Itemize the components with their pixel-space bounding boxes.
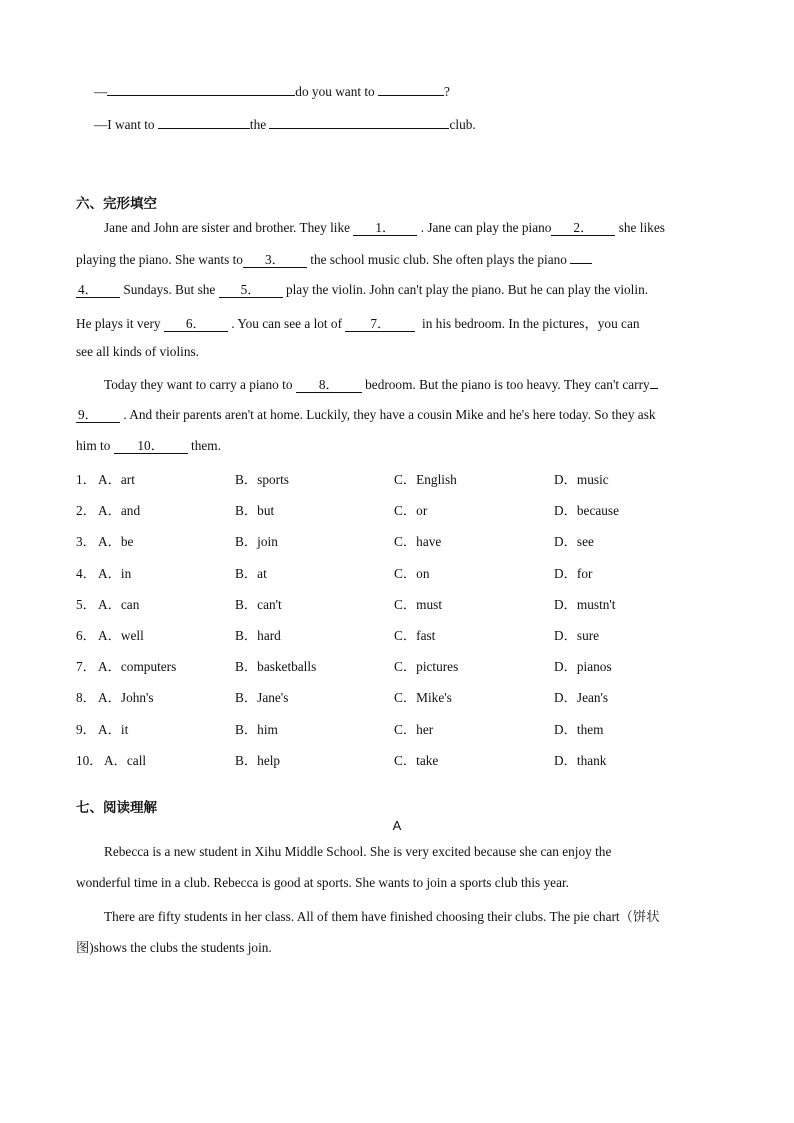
answer-blank[interactable] [158,116,250,129]
passage-line: 图)shows the clubs the students join. [76,940,272,955]
question-number: 2． [76,503,96,519]
text: bedroom. But the piano is too heavy. They can't carry [365,377,650,392]
passage-line: There are fifty students in her class. All of them have finished choosing their clubs. The pie chart（饼状 [104,909,660,924]
question-number: 3． [76,534,96,550]
option-c[interactable]: C．take [394,752,439,768]
text: . Jane can play the piano [420,220,552,235]
text: . And their parents aren't at home. Luckily, they have a cousin Mike and he's here today. So they ask [123,407,656,422]
option-a[interactable]: A．it [98,721,129,737]
option-c[interactable]: C．pictures [394,659,459,675]
option-a[interactable]: A．computers [98,659,177,675]
dialog-line-1 [94,83,450,100]
option-b[interactable]: B．basketballs [235,659,317,675]
text: him to [76,438,111,453]
passage-line: Rebecca is a new student in Xihu Middle School. She is very excited because she can enjoy the [104,844,612,859]
text: in his bedroom. In the pictures，you can [422,316,640,331]
blank-1[interactable]: 1． [353,221,417,236]
option-b[interactable]: B．help [235,752,281,768]
cloze-line [76,251,592,268]
text: Jane and John are sister and brother. They like [104,220,351,235]
blank-line-end [570,251,592,264]
blank-line-end [650,376,658,389]
blank-3[interactable]: 3． [243,253,307,268]
text: club. [449,117,476,132]
option-c[interactable]: C．on [394,565,430,581]
question-number: 5． [76,596,96,612]
question-number: 4． [76,565,96,581]
text: do you want to [295,84,375,99]
option-b[interactable]: B．Jane's [235,690,289,706]
option-a[interactable]: A．well [98,628,144,643]
question-number: 9． [76,721,96,737]
option-d[interactable]: D．Jean's [554,690,609,706]
question-number: 8． [76,690,96,706]
option-c[interactable]: C．have [394,534,442,550]
blank-7[interactable]: 7． [345,317,415,332]
text: she likes [618,220,665,235]
text: playing the piano. She wants to [76,252,243,267]
blank-2[interactable]: 2． [551,221,615,236]
option-b[interactable]: B．but [235,503,275,519]
text: . You can see a lot of [231,316,343,331]
text: play the violin. John can't play the piano. But he can play the violin. [285,282,649,297]
option-b[interactable]: B．sports [235,472,289,487]
answer-blank[interactable] [269,116,449,129]
option-a[interactable]: A．call [104,752,147,768]
text: the school music club. She often plays the piano [310,252,567,267]
text: Today they want to carry a piano to [104,377,293,392]
text: see all kinds of violins. [76,344,199,359]
blank-5[interactable]: 5． [219,283,283,298]
dialog-line-2 [94,116,476,133]
option-b[interactable]: B．at [235,565,267,581]
option-c[interactable]: C．her [394,721,434,737]
text: them. [191,438,221,453]
section-heading-cloze: 六、完形填空 [76,196,157,212]
passage-label: A [392,818,402,833]
option-a[interactable]: A．art [98,472,135,487]
option-b[interactable]: B．hard [235,628,281,643]
answer-blank[interactable] [378,83,444,96]
answer-blank[interactable] [107,83,295,96]
section-heading-reading: 七、阅读理解 [76,800,157,816]
cloze-line [76,438,221,454]
blank-6[interactable]: 6． [164,317,228,332]
option-d[interactable]: D．sure [554,628,600,643]
option-a[interactable]: A．John's [98,690,154,706]
option-d[interactable]: D．for [554,565,593,581]
question-number: 1． [76,472,96,487]
dash: — [94,84,108,99]
option-a[interactable]: A．in [98,565,132,581]
option-a[interactable]: A．be [98,534,134,550]
option-d[interactable]: D．mustn't [554,596,616,612]
cloze-line [104,376,658,393]
option-c[interactable]: C．fast [394,628,436,643]
option-b[interactable]: B．him [235,721,278,737]
text: Sundays. But she [123,282,216,297]
text: —I want to [94,117,155,132]
blank-10[interactable]: 10． [114,439,188,454]
option-c[interactable]: C．or [394,503,428,519]
passage-line: wonderful time in a club. Rebecca is good at sports. She wants to join a sports club this year. [76,875,569,890]
option-d[interactable]: D．them [554,721,604,737]
blank-4[interactable]: 4． [76,283,120,298]
option-d[interactable]: D．pianos [554,659,612,675]
option-b[interactable]: B．can't [235,596,282,612]
cloze-line [76,313,640,332]
cloze-line [76,344,199,360]
text: He plays it very [76,316,161,331]
text: ? [444,84,450,99]
option-a[interactable]: A．can [98,596,140,612]
option-d[interactable]: D．because [554,503,619,519]
cloze-line [76,282,648,298]
question-number: 6． [76,628,96,643]
cloze-line [76,407,656,423]
option-c[interactable]: C．must [394,596,443,612]
question-number: 7． [76,659,96,675]
blank-8[interactable]: 8． [296,378,362,393]
option-c[interactable]: C．Mike's [394,690,452,706]
question-number: 10． [76,752,103,768]
blank-9[interactable]: 9． [76,408,120,423]
option-d[interactable]: D．music [554,472,609,487]
option-d[interactable]: D．thank [554,752,607,768]
cloze-line [104,220,665,236]
option-a[interactable]: A．and [98,503,141,519]
option-c[interactable]: C．English [394,472,457,487]
option-d[interactable]: D．see [554,534,594,550]
option-b[interactable]: B．join [235,534,278,550]
text: the [249,117,267,132]
